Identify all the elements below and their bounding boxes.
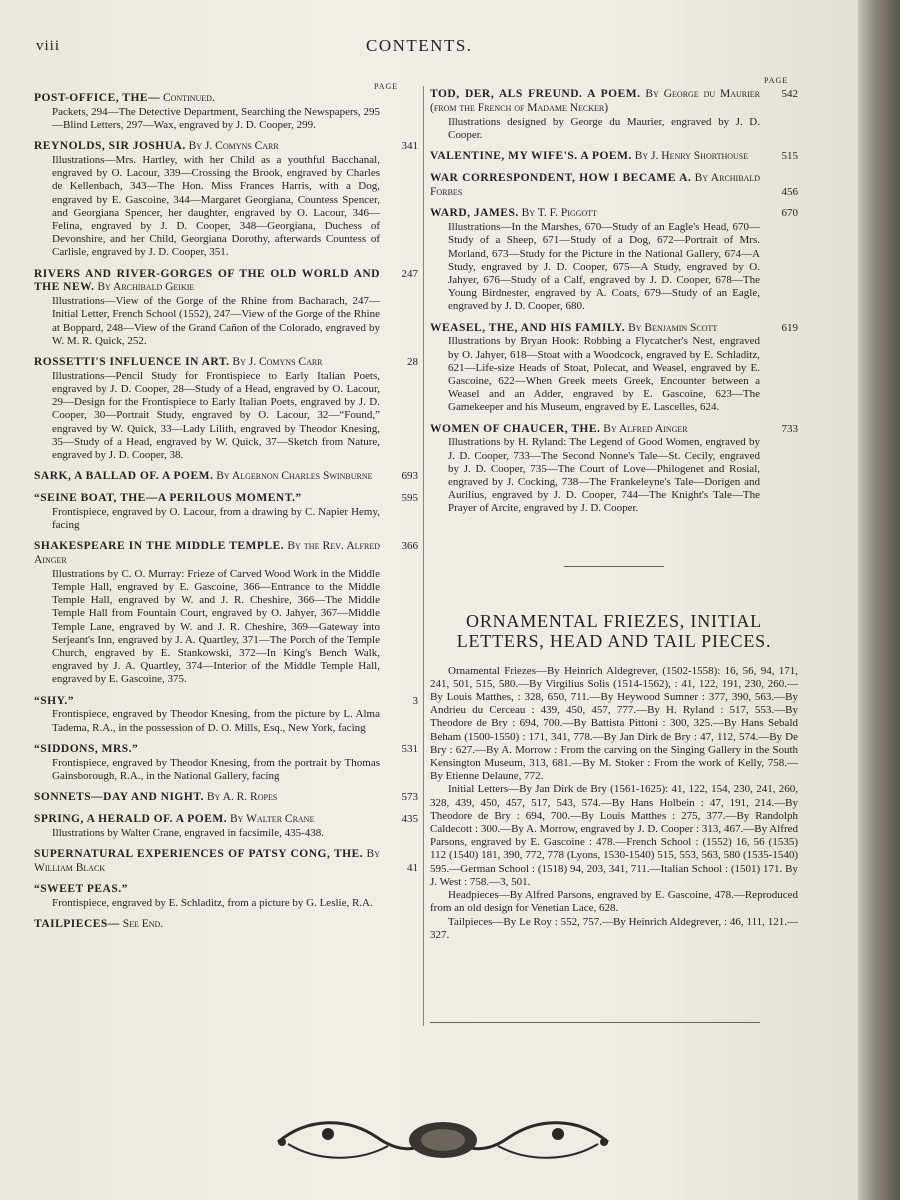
- tailpieces-paragraph: Tailpieces—By Le Roy : 552, 757.—By Heinrich Aldegrever, : 46, 111, 121.—327.: [430, 915, 798, 941]
- contents-entry: [34, 140, 418, 259]
- entry-title: ROSSETTI'S INFLUENCE IN ART.: [34, 356, 230, 369]
- entry-illustrations: Illustrations—Pencil Study for Frontispiece to Early Italian Poets, engraved by J. D. Cooper, 28—Study of a Head, engraved by O. Lacour, 29—Design for the Frontispiece to Early Italian Poets, engraved by J. D. Cooper, 30—Portrait Study, engraved by O. Lacour, 32—“Found,” engraved by W. Quick, 33—Lady Lilith, engraved by Theodor Knesing, 35—Study of a Head, engraved by W. Quick, 37—Sketch from Nature, engraved by J. D. Cooper, 38.: [52, 369, 380, 462]
- entry-author: By Archibald Forbes: [430, 171, 760, 198]
- entry-illustrations: Illustrations—Mrs. Hartley, with her Child as a youthful Bacchanal, engraved by O. Lacour, 339—Crossing the Brook, engraved by Charles de Kellenbach, 343—The Hon. Miss Frances Harris, with a Dog, engraved by E. Gascoine, 344—Margaret Georgiana, Countess Spencer, and Georgiana Spencer, her daughter, engraved by O. Lacour, 346—Felina, engraved by J. D. Cooper, 348—Georgiana, Duchess of Devonshire, and her Child, Georgiana Dorothy, afterwards Countess of Carlisle, engraved by J. D. Cooper, 351.: [52, 154, 380, 259]
- entry-title: “SWEET PEAS.”: [34, 883, 128, 896]
- entry-author: By J. Comyns Carr: [232, 356, 323, 369]
- section-separator: [564, 566, 664, 567]
- entry-title: WEASEL, THE, AND HIS FAMILY.: [430, 321, 626, 334]
- entry-title: POST-OFFICE, THE—: [34, 92, 161, 104]
- entry-illustrations: Frontispiece, engraved by O. Lacour, from a drawing by C. Napier Hemy, facing: [52, 505, 380, 532]
- contents-entry: [34, 743, 418, 783]
- entry-title: SONNETS—DAY AND NIGHT.: [34, 791, 205, 804]
- contents-entry: [34, 492, 418, 532]
- contents-entry: [430, 207, 798, 313]
- entry-title: VALENTINE, MY WIFE'S. A POEM.: [430, 150, 632, 162]
- entry-page-number: 573: [401, 791, 418, 804]
- headpieces-paragraph: Headpieces—By Alfred Parsons, engraved by E. Gascoine, 478.—Reproduced from an old design for Venetian Lace, 628.: [430, 889, 798, 915]
- page-column-label-left: PAGE: [374, 82, 399, 91]
- entry-page-number: 247: [401, 267, 418, 280]
- entry-title: SARK, A BALLAD OF. A POEM.: [34, 470, 214, 483]
- entry-page-number: 531: [401, 742, 418, 755]
- entry-illustrations: Frontispiece, engraved by Theodor Knesing, from the portrait by Thomas Gainsborough, R.A., in the National Gallery, facing: [52, 756, 380, 782]
- contents-entry: [34, 813, 418, 840]
- entry-author: By the Rev. Alfred Ainger: [34, 540, 381, 567]
- entry-page-number: 733: [781, 422, 798, 435]
- ornamental-friezes-paragraph: Ornamental Friezes—By Heinrich Aldegrever, (1502-1558): 16, 56, 94, 171, 241, 501, 515, 580.—By Virgilius Solis (1514-1562), : 41, 122, 191, 230, 260.—By Louis Matthes, : 328, 650, 711.—By Heywood Sumner : 377, 390, 563.—By Andrieu du Cerceau : 439, 450, 457, 777.—By H. Ryland : 517, 553.—By Theodore de Bry : 694, 700.—By Battista Pittoni : 300, 325.—By Hans Sebald Beham (1500-1550) : 171, 341, 778.—By Jan Dirk de Bry : 47, 112, 574.—By De Bry : 627.—By A. Morrow : From the carving on the Singing Gallery in the South Kensington Museum, 313, 681.—By M. Stoker : From the work of Kelly, 758.—By Etienne Delaune, 772.: [430, 664, 798, 783]
- ornamental-section: [430, 665, 798, 942]
- entry-author: By A. R. Ropes: [206, 791, 278, 804]
- contents-entry: [34, 883, 418, 910]
- contents-entry: [34, 848, 418, 876]
- contents-entry: [430, 423, 798, 516]
- entry-author: By J. Comyns Carr: [188, 140, 279, 153]
- entry-illustrations: Packets, 294—The Detective Department, Searching the Newspapers, 295—Blind Letters, 297—Wax, engraved by J. D. Cooper, 299.: [52, 105, 380, 131]
- entry-title: TOD, DER, ALS FREUND. A POEM.: [430, 88, 641, 100]
- entry-illustrations: Illustrations designed by George du Maurier, engraved by J. D. Cooper.: [448, 115, 760, 141]
- entry-title: WARD, JAMES.: [430, 207, 519, 220]
- entry-title: SHAKESPEARE IN THE MIDDLE TEMPLE.: [34, 540, 285, 553]
- entry-title: “SHY.”: [34, 694, 74, 707]
- entry-author: By J. Henry Shorthouse: [634, 150, 749, 162]
- contents-entry: [34, 92, 418, 132]
- entry-page-number: 435: [401, 812, 418, 825]
- book-edge: [858, 0, 900, 1200]
- entry-illustrations: Illustrations by Bryan Hook: Robbing a Flycatcher's Nest, engraved by O. Jahyer, 618—Stoat with a Woodcock, engraved by E. Schladitz, 621—Life-size Heads of Stoat, Polecat, and Weasel, engraved by E. Gascoine, 622—When Greek meets Greek, Encounter between a Weasel and an Adder, engraved by E. Gascoine, 623—The Gamekeeper and his Museum, engraved by E. Lascelles, 624.: [448, 335, 760, 414]
- contents-entry: [34, 540, 418, 686]
- left-column: [34, 92, 418, 940]
- entry-author: By Benjamin Scott: [628, 321, 718, 334]
- entry-illustrations: Illustrations by Walter Crane, engraved in facsimile, 435-438.: [52, 826, 325, 839]
- bottom-rule: [430, 1022, 760, 1023]
- contents-entry: [34, 268, 418, 348]
- initial-letters-paragraph: Initial Letters—By Jan Dirk de Bry (1561-1625): 41, 122, 154, 230, 241, 260, 328, 439, 450, 457, 517, 543, 574.—By Hans Holbein : 47, 191, 214.—By Theodore de Bry : 694, 700.—By Louis Matthes : 275, 377.—By Randolph Caldecott : 300.—By A. Morrow, engraved by J. D. Cooper : 313, 467.—By Alfred Parsons, engraved by E. Gascoine : 478.—French School : (1552) 16, 56 (1535) 112 (1540) 181, 390, 772, 778 (Lyons, 1530-1540) 515, 553, 563, 580 (1535-1540) 595.—German School : (1518) 94, 203, 341, 711.—Italian School : (1501) 171. By J. West : 758.—3, 501.: [430, 783, 798, 888]
- entry-page-number: 619: [781, 321, 798, 334]
- entry-page-number: 3: [412, 694, 418, 707]
- entry-title: TAILPIECES—: [34, 918, 120, 931]
- column-divider: [423, 86, 424, 1026]
- entry-author: By Walter Crane: [230, 812, 315, 825]
- entry-author: By William Black: [34, 847, 380, 874]
- entry-title: REYNOLDS, SIR JOSHUA.: [34, 140, 186, 153]
- entry-title: WOMEN OF CHAUCER, THE.: [430, 422, 601, 435]
- entry-page-number: 670: [781, 207, 798, 220]
- entry-author: By Algernon Charles Swinburne: [216, 470, 373, 483]
- entry-page-number: 693: [401, 470, 418, 483]
- contents-entry: [430, 88, 798, 142]
- entry-author: By Alfred Ainger: [603, 422, 688, 435]
- entry-page-number: 595: [401, 492, 418, 505]
- contents-entry: [34, 356, 418, 462]
- entry-title: RIVERS AND RIVER-GORGES OF THE OLD WORLD AND THE NEW.: [34, 267, 380, 294]
- entry-author: By George du Maurier (from the French of Madame Necker): [430, 88, 760, 114]
- entry-title: SPRING, A HERALD OF. A POEM.: [34, 812, 228, 825]
- contents-entry: [430, 172, 798, 200]
- page-column-label-right: PAGE: [764, 76, 789, 85]
- tailpiece-ornament: [268, 1112, 618, 1173]
- entry-author: By Archibald Geikie: [97, 281, 195, 294]
- entry-illustrations: Frontispiece, engraved by Theodor Knesing, from the picture by L. Alma Tadema, R.A., in the possession of D. O. Mills, Esq., New York, facing: [52, 708, 380, 734]
- entry-title: “SEINE BOAT, THE—A PERILOUS MOMENT.”: [34, 492, 302, 505]
- entry-page-number: 542: [781, 88, 798, 100]
- entry-page-number: 28: [407, 356, 418, 369]
- entry-page-number: 515: [781, 150, 798, 162]
- entry-page-number: 366: [401, 540, 418, 553]
- entry-illustrations: Illustrations by H. Ryland: The Legend of Good Women, engraved by J. D. Cooper, 733—The Second Nonne's Tale—St. Cecily, engraved by J. D. Cooper, 735—The Court of Love—Philogenet and Rosial, engraved by J. Cocking, 738—The Frankeleyne's Tale—Dorigen and Aurilius, engraved by J. D. Cooper, 744—The Knight's Tale—The Prayer of Arcite, engraved by J. D. Cooper.: [448, 436, 760, 515]
- entry-author: See End.: [122, 918, 164, 931]
- ornamental-section-title: ORNAMENTAL FRIEZES, INITIAL LETTERS, HEAD AND TAIL PIECES.: [456, 610, 772, 651]
- entry-illustrations: Illustrations by C. O. Murray: Frieze of Carved Wood Work in the Middle Temple Hall, engraved by E. Gascoine, 366—Entrance to the Middle Temple Hall, engraved by W. and J. R. Cheshire, 366—The Middle Temple Hall from Fountain Court, engraved by O. Jahyer, 367—Middle Temple Lane, engraved by W. and J. R. Cheshire, 369—Gateway into Serjeant's Inn, engraved by J. A. Quartley, 371—The Porch of the Temple Church, engraved by E. Stankowski, 372—In King's Bench Walk, engraved by J. A. Quartley, 374—Interior of the Middle Temple Hall, engraved by E. Gascoine, 375.: [52, 567, 380, 686]
- right-column: [430, 88, 798, 942]
- entry-page-number: 41: [407, 861, 418, 874]
- contents-entry: [34, 791, 418, 805]
- contents-entry: [34, 918, 418, 932]
- entry-title: WAR CORRESPONDENT, HOW I BECAME A.: [430, 171, 692, 184]
- contents-entry: [430, 322, 798, 415]
- page-title: CONTENTS.: [366, 36, 473, 55]
- page-folio: viii: [36, 38, 61, 54]
- entry-title: SUPERNATURAL EXPERIENCES OF PATSY CONG, THE.: [34, 847, 364, 860]
- contents-entry: [34, 470, 418, 484]
- entry-page-number: 341: [401, 140, 418, 153]
- entry-title: “SIDDONS, MRS.”: [34, 742, 139, 755]
- contents-entry: [34, 695, 418, 735]
- entry-illustrations: Illustrations—View of the Gorge of the Rhine from Bacharach, 247—Initial Letter, French School (1552), 247—View of the Gorge of the Rhine at Boppard, 248—View of the Grand Cañon of the Colorado, engraved by W. M. R. Quick, 252.: [52, 295, 380, 347]
- entry-author: By T. F. Piggott: [521, 207, 598, 220]
- entry-page-number: 456: [781, 185, 798, 198]
- entry-illustrations: Frontispiece, engraved by E. Schladitz, from a picture by G. Leslie, R.A.: [52, 897, 373, 910]
- entry-author: Continued.: [162, 92, 215, 104]
- entry-illustrations: Illustrations—In the Marshes, 670—Study of an Eagle's Head, 670—Study of a Sheep, 671—Study of a Dog, 672—Portrait of Mrs. Morland, 673—Study for the Picture in the National Gallery, 674—A Study, engraved by J. D. Cooper, 675—A Study, engraved by O. Jahyer, 676—Study of a Calf, engraved by J. D. Cooper, 678—The Young Birdnester, engraved by A. Coats, 679—Study of an Eagle, engraved by J. D. Cooper, 680.: [448, 221, 760, 313]
- contents-entry: [430, 150, 798, 164]
